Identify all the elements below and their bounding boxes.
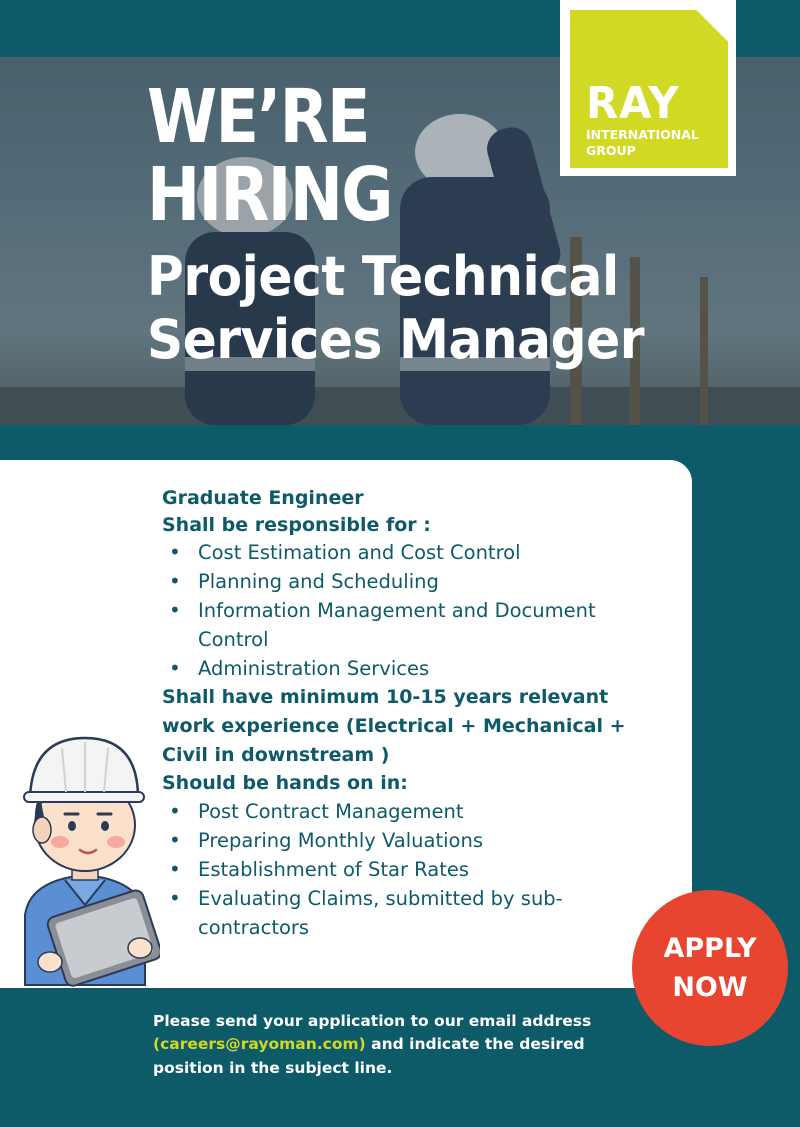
email-address[interactable]: (careers@rayoman.com) — [153, 1035, 366, 1054]
role-title-line2: Services Manager — [147, 307, 644, 371]
hands-on-list — [162, 797, 662, 942]
apply-line1: APPLY — [663, 932, 757, 964]
list-item: • Administration Services — [162, 654, 662, 683]
role-title-line1: Project Technical — [147, 245, 619, 308]
list-item: • Evaluating Claims, submitted by sub-contractors — [162, 884, 662, 942]
logo-sub-line1: INTERNATIONAL — [586, 127, 699, 142]
qualification: Graduate Engineer — [162, 487, 364, 509]
apply-line2: NOW — [672, 972, 748, 1003]
list-item: • Information Management and Document Control — [162, 596, 662, 654]
headline-were: WE’RE — [147, 74, 369, 160]
logo-name: RAY — [586, 78, 680, 129]
experience-requirement: Shall have minimum 10-15 years relevant work experience (Electrical + Mechanical + Civil in downstream ) — [162, 686, 626, 767]
list-item: • Planning and Scheduling — [162, 567, 662, 596]
apply-now-badge[interactable] — [632, 890, 788, 1046]
application-instructions — [153, 1010, 623, 1080]
job-details — [162, 485, 662, 942]
engineer-with-tablet-illustration — [10, 730, 160, 990]
list-item: • Post Contract Management — [162, 797, 662, 826]
headline — [147, 74, 681, 371]
list-item: • Cost Estimation and Cost Control — [162, 538, 662, 567]
footer-text-after: and indicate the desired position in the subject line. — [153, 1035, 585, 1077]
hands-on-heading: Should be hands on in: — [162, 772, 408, 795]
responsibilities-heading: Shall be responsible for : — [162, 513, 431, 536]
headline-hiring: HIRING — [147, 152, 392, 238]
list-item: • Establishment of Star Rates — [162, 855, 662, 884]
logo-sub-line2: GROUP — [586, 142, 636, 158]
list-item: • Preparing Monthly Valuations — [162, 826, 662, 855]
apply-now-text — [663, 929, 756, 1007]
footer-text-before: Please send your application to our email address — [153, 1012, 592, 1030]
responsibilities-list — [162, 538, 662, 683]
